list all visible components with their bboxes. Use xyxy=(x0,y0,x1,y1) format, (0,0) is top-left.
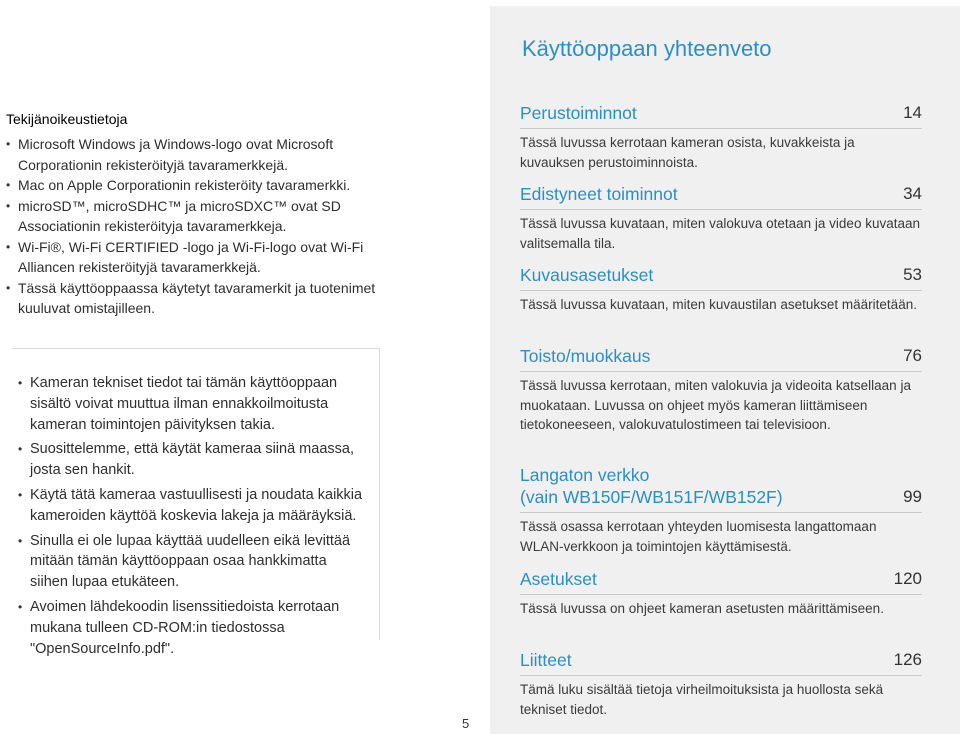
toc-heading[interactable] xyxy=(520,568,922,595)
copyright-section xyxy=(6,110,376,319)
copyright-list xyxy=(6,134,376,319)
toc-entry-asetukset[interactable] xyxy=(520,568,922,619)
list-item: • Sinulla ei ole lupaa käyttää uudelleen eikä levittää mitään tämän käyttöoppaan osaa hankkimatta siihen lupaa etukäteen. xyxy=(18,531,368,593)
toc-heading[interactable] xyxy=(520,183,922,210)
toc-page-number: 120 xyxy=(893,569,922,588)
page-number: 5 xyxy=(462,716,470,731)
toc-entry-edistyneet-toiminnot[interactable] xyxy=(520,183,922,253)
list-item: • Microsoft Windows ja Windows-logo ovat Microsoft Corporationin rekisteröityjä tavaramerkkejä. xyxy=(6,134,376,175)
toc-page-number: 126 xyxy=(893,650,922,669)
toc-page-number: 53 xyxy=(903,265,922,284)
toc-entry-langaton-verkko[interactable] xyxy=(520,464,922,556)
contents-panel xyxy=(490,6,960,734)
list-item: • Suosittelemme, että käytät kameraa siinä maassa, josta sen hankit. xyxy=(18,439,368,481)
toc-description: Tässä luvussa kerrotaan kameran osista, kuvakkeista ja kuvauksen perustoiminnoista. xyxy=(520,135,855,170)
toc-description: Tässä luvussa kuvataan, miten valokuva otetaan ja video kuvataan valitsemalla tila. xyxy=(520,216,920,251)
notice-box xyxy=(12,348,380,657)
list-item: • Mac on Apple Corporationin rekisteröity tavaramerkki. xyxy=(6,175,376,196)
list-item: • Tässä käyttöoppaassa käytetyt tavaramerkit ja tuotenimet kuuluvat omistajilleen. xyxy=(6,278,376,319)
toc-title[interactable]: Liitteet xyxy=(520,650,572,670)
toc-description: Tämä luku sisältää tietoja virheilmoituksista ja huollosta sekä tekniset tiedot. xyxy=(520,682,884,717)
toc-entry-toisto-muokkaus[interactable] xyxy=(520,345,922,435)
toc-title[interactable]: Langaton verkko xyxy=(520,465,650,485)
notice-list xyxy=(18,373,368,663)
toc-entry-kuvausasetukset[interactable] xyxy=(520,264,922,315)
list-item: • Kameran tekniset tiedot tai tämän käyttöoppaan sisältö voivat muuttua ilman ennakkoilmoitusta kameran toimintojen päivityksen takia. xyxy=(18,373,368,435)
toc-page-number: 76 xyxy=(903,346,922,365)
toc-heading[interactable] xyxy=(520,649,922,676)
toc-entry-perustoiminnot[interactable] xyxy=(520,102,922,172)
toc-page-number: 14 xyxy=(903,103,922,122)
toc-description: Tässä luvussa kerrotaan, miten valokuvia ja videoita katsellaan ja muokataan. Luvussa on ohjeet myös kameran liittämiseen tietokoneeseen, valokuvatulostimeen tai televisioon. xyxy=(520,378,911,432)
toc-heading[interactable] xyxy=(520,102,922,129)
list-item: • Käytä tätä kameraa vastuullisesti ja noudata kaikkia kameroiden käyttöä koskevia lakeja ja määräyksiä. xyxy=(18,485,368,527)
toc-description: Tässä luvussa kuvataan, miten kuvaustilan asetukset määritetään. xyxy=(520,297,917,312)
toc-heading[interactable] xyxy=(520,264,922,291)
list-item: • Wi-Fi®, Wi-Fi CERTIFIED -logo ja Wi-Fi-logo ovat Wi-Fi Alliancen rekisteröityjä tavaramerkkejä. xyxy=(6,237,376,278)
toc-title[interactable]: Perustoiminnot xyxy=(520,103,637,123)
toc-heading[interactable] xyxy=(520,464,922,513)
list-item: • Avoimen lähdekoodin lisenssitiedoista kerrotaan mukana tulleen CD-ROM:in tiedostossa "OpenSourceInfo.pdf". xyxy=(18,597,368,659)
page-title: Käyttöoppaan yhteenveto xyxy=(522,36,772,61)
toc-description: Tässä osassa kerrotaan yhteyden luomisesta langattomaan WLAN-verkkoon ja toimintojen käyttämisestä. xyxy=(520,519,877,554)
toc-title[interactable]: Edistyneet toiminnot xyxy=(520,184,678,204)
toc-entry-liitteet[interactable] xyxy=(520,649,922,719)
toc-title-line-2[interactable]: (vain WB150F/WB151F/WB152F) xyxy=(520,487,783,507)
toc-page-number: 34 xyxy=(903,184,922,203)
list-item: • microSD™, microSDHC™ ja microSDXC™ ovat SD Associationin rekisteröityja tavaramerkkeja. xyxy=(6,196,376,237)
toc-heading[interactable] xyxy=(520,345,922,372)
copyright-heading: Tekijänoikeustietoja xyxy=(6,111,128,127)
toc-title[interactable]: Toisto/muokkaus xyxy=(520,346,651,366)
toc-title[interactable]: Kuvausasetukset xyxy=(520,265,654,285)
toc-page-number: 99 xyxy=(903,487,922,506)
toc-title[interactable]: Asetukset xyxy=(520,569,597,589)
toc-description: Tässä luvussa on ohjeet kameran asetusten määrittämiseen. xyxy=(520,601,884,616)
